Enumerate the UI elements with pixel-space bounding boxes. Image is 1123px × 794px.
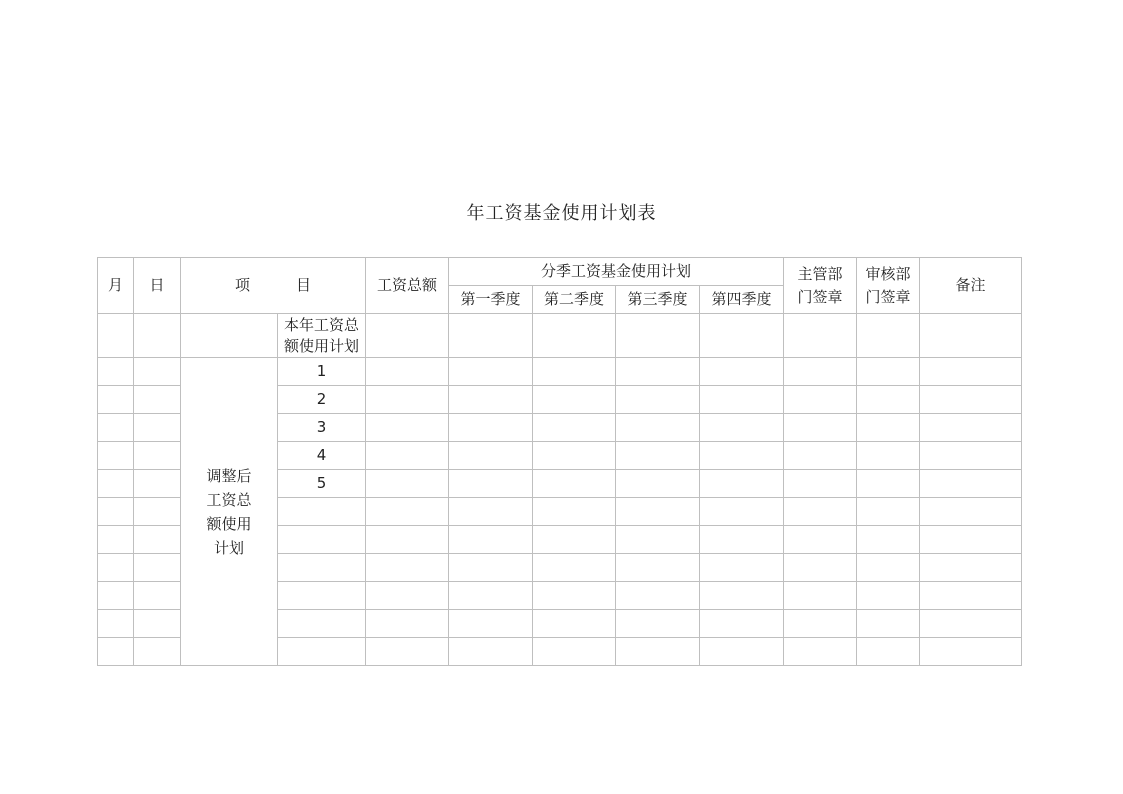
header-total-salary: 工资总额 [366,258,449,314]
header-audit-line1: 审核部 [865,264,911,283]
header-supervisor-sign [784,258,857,314]
header-q1: 第一季度 [449,286,533,314]
header-q3: 第三季度 [616,286,700,314]
header-item-a: 项 [234,276,250,294]
header-q4: 第四季度 [700,286,784,314]
table-row [98,358,1022,386]
annual-plan-label [278,314,366,358]
adjusted-line1: 调整后 [206,466,252,485]
header-remarks: 备注 [920,258,1022,314]
header-supervisor-line2: 门签章 [797,287,843,306]
row-number: 5 [278,470,366,498]
adjusted-line4: 计划 [213,538,244,557]
adjusted-plan-label [181,358,278,666]
salary-plan-table [97,257,1022,666]
header-month: 月 [98,258,134,314]
header-item [181,258,366,314]
table-row [98,314,1022,358]
header-audit-line2: 门签章 [865,287,911,306]
header-quarterly-plan: 分季工资基金使用计划 [449,258,784,286]
row-number: 2 [278,386,366,414]
header-audit-sign [857,258,920,314]
page-title: 年工资基金使用计划表 [466,203,657,224]
header-item-b: 目 [296,276,312,294]
row-number: 3 [278,414,366,442]
header-supervisor-line1: 主管部 [797,264,843,283]
row-number: 1 [278,358,366,386]
adjusted-line2: 工资总 [206,490,252,509]
header-day: 日 [134,258,181,314]
annual-plan-line1: 本年工资总 [283,315,359,334]
adjusted-line3: 额使用 [206,514,252,533]
annual-plan-line2: 额使用计划 [283,336,359,355]
row-number: 4 [278,442,366,470]
header-q2: 第二季度 [533,286,616,314]
